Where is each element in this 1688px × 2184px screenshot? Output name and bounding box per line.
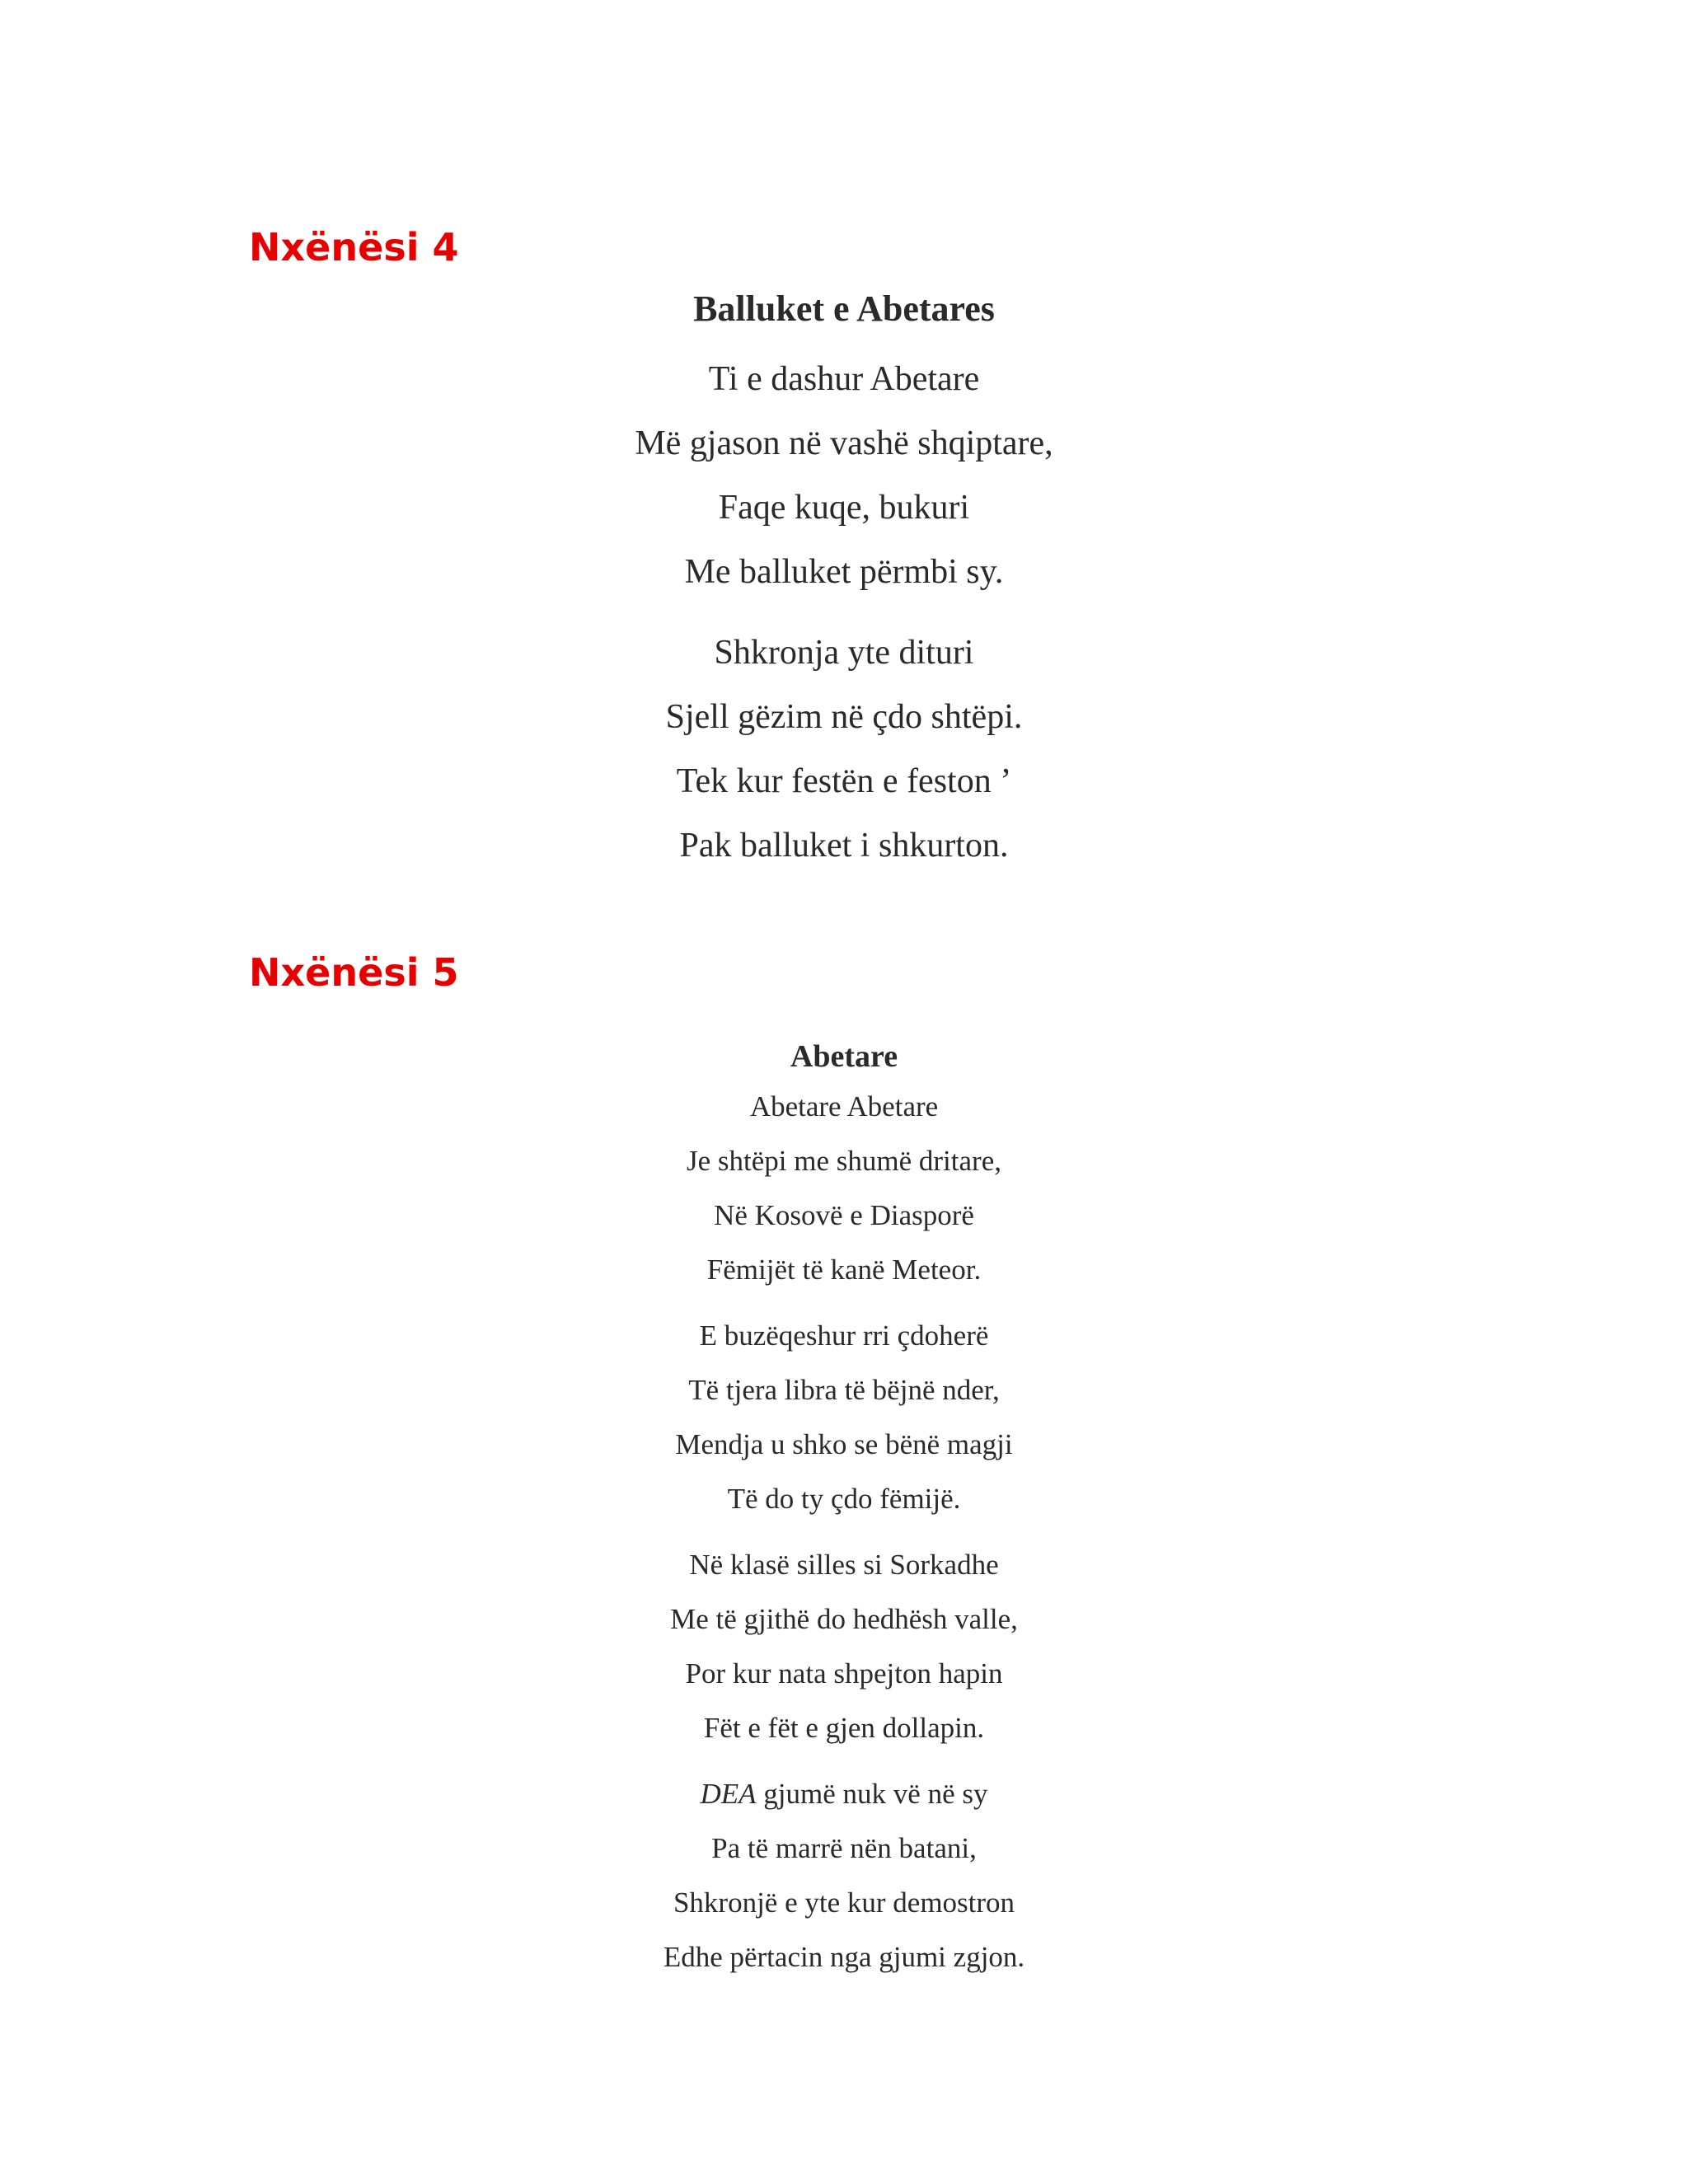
poem-line: Tek kur festën e feston ’ xyxy=(676,762,1012,800)
poem-line: E buzëqeshur rri çdoherë xyxy=(699,1319,989,1352)
poem-abetare xyxy=(0,1033,1688,1985)
poem-line: Mendja u shko se bënë magji xyxy=(675,1428,1013,1460)
poem-line-rest: gjumë nuk vë në sy xyxy=(756,1778,988,1810)
poem-line: Por kur nata shpejton hapin xyxy=(685,1657,1003,1690)
stanza xyxy=(0,347,1688,604)
poem-balluket-e-abetares xyxy=(0,283,1688,878)
student-label-5: Nxënësi 5 xyxy=(249,950,459,995)
poem-line: Pa të marrë nën batani, xyxy=(711,1832,977,1864)
poem-line: Në klasë silles si Sorkadhe xyxy=(689,1549,999,1581)
italic-word: DEA xyxy=(700,1778,757,1810)
poem-line: Ti e dashur Abetare xyxy=(708,360,980,398)
stanza xyxy=(0,1309,1688,1526)
poem-line: Në Kosovë e Diasporë xyxy=(714,1199,974,1231)
poem-line: Të do ty çdo fëmijë. xyxy=(727,1483,961,1515)
stanza xyxy=(0,1538,1688,1755)
poem-line: Me balluket përmbi sy. xyxy=(684,553,1004,591)
stanza xyxy=(0,1080,1688,1297)
poem-title: Balluket e Abetares xyxy=(693,288,995,329)
poem-line: Shkronja yte dituri xyxy=(714,634,974,672)
poem-line: Abetare Abetare xyxy=(749,1090,939,1122)
poem-line: Fët e fët e gjen dollapin. xyxy=(703,1712,985,1744)
poem-line: Me të gjithë do hedhësh valle, xyxy=(670,1603,1018,1635)
poem-line: Je shtëpi me shumë dritare, xyxy=(687,1145,1001,1177)
poem-line: Pak balluket i shkurton. xyxy=(679,827,1009,865)
poem-line: Sjell gëzim në çdo shtëpi. xyxy=(665,698,1023,736)
student-label-4: Nxënësi 4 xyxy=(249,225,459,269)
poem-line: Fëmijët të kanë Meteor. xyxy=(706,1254,982,1286)
poem-line: Më gjason në vashë shqiptare, xyxy=(635,424,1053,462)
poem-line xyxy=(0,1767,1688,1821)
poem-line: Të tjera libra të bëjnë nder, xyxy=(688,1374,1000,1406)
stanza xyxy=(0,621,1688,878)
poem-line: Edhe përtacin nga gjumi zgjon. xyxy=(663,1941,1025,1973)
poem-line: Faqe kuqe, bukuri xyxy=(718,489,970,527)
poem-line: Shkronjë e yte kur demostron xyxy=(673,1886,1015,1919)
stanza xyxy=(0,1767,1688,1985)
poem-title: Abetare xyxy=(790,1039,898,1074)
